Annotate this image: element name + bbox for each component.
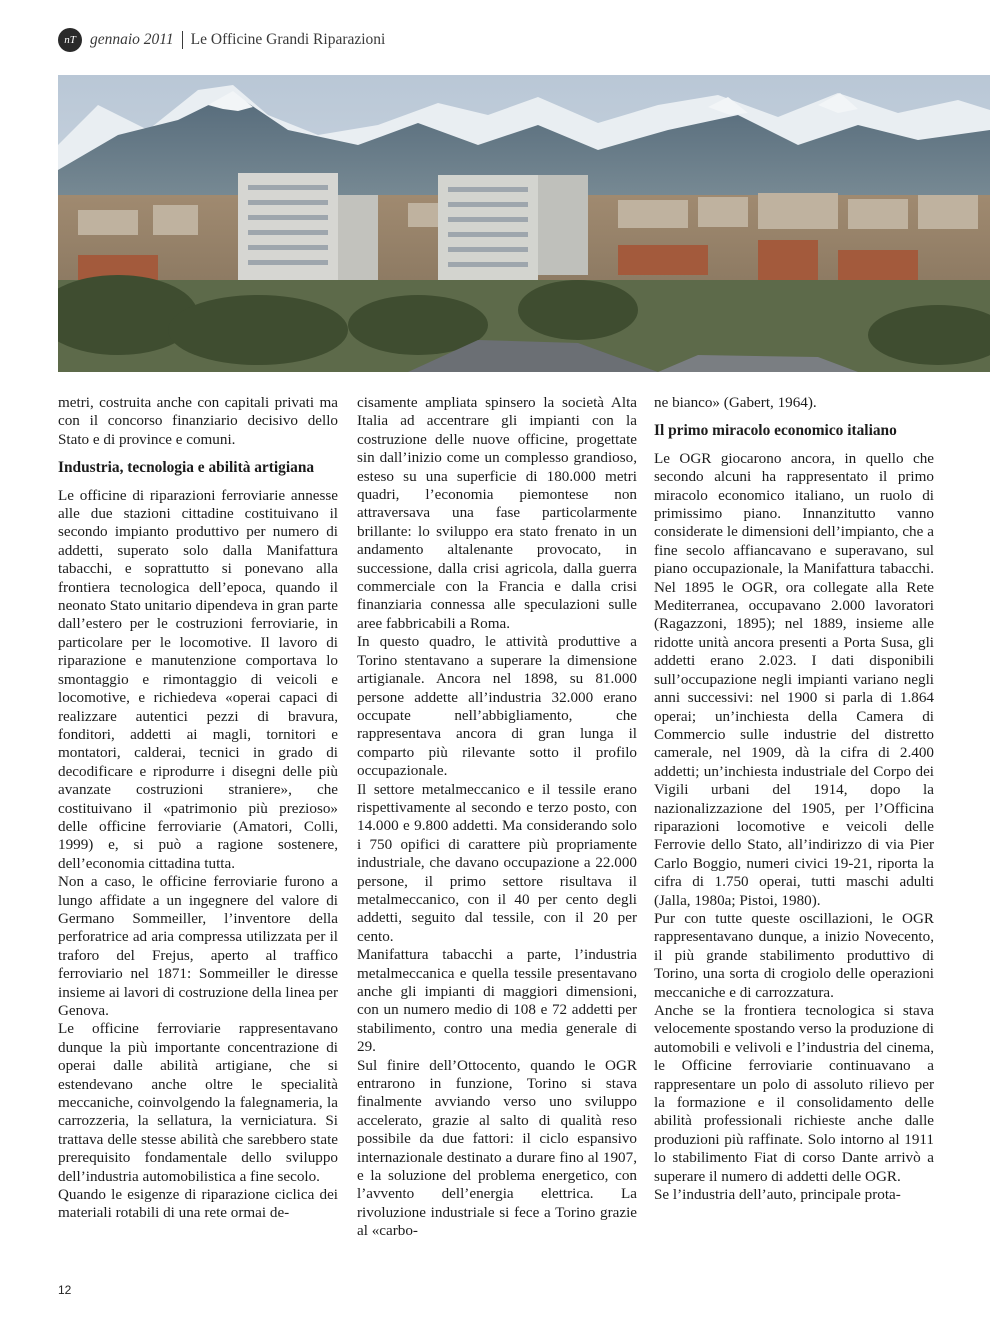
city-panorama-photo [58, 75, 990, 372]
section-heading: Il primo miracolo economico italiano [654, 422, 897, 440]
paragraph: Sul finire dell’Ottocento, quando le OGR entrarono in funzione, Torino si stava finalmente avviando verso uno sviluppo accelerato, grazie al salto di qualità reso possibile da due fattori: il ciclo espansivo internazionale destinato a durare fino al 1907, e la soluzione del problema energetico, con l’avvento dell’energia elettrica. La rivoluzione industriale si fece a Torino grazie al «carbo- [357, 1056, 637, 1240]
header-divider [182, 31, 183, 49]
paragraph: metri, costruita anche con capitali privati ma con il concorso finanziario decisivo dello Stato e di province e comuni. [58, 394, 338, 448]
running-header [58, 26, 385, 54]
paragraph: Anche se la frontiera tecnologica si stava velocemente spostando verso la produzione di automobili e velivoli e l’industria del cinema, le Officine ferroviarie continuavano a rappresentare un polo di assoluto rilievo per la formazione e il consolidamento delle abilità professionali richieste anche dalle produzioni più raffinate. Solo intorno al 1911 lo stabilimento Fiat di corso Dante arrivò a superare il numero di addetti delle OGR. [654, 1002, 934, 1185]
text-column-1 [58, 394, 338, 1223]
section-heading: Industria, tecnologia e abilità artigiana [58, 459, 315, 477]
paragraph: Se l’industria dell’auto, principale prota- [654, 1186, 901, 1204]
paragraph: Le officine di riparazioni ferroviarie annesse alle due stazioni cittadine costituivano il secondo impianto produttivo per numero di addetti, superato solo dalla Manifattura tabacchi, e soprattutto si ponevano alla frontiera tecnologica dell’epoca, quando il neonato Stato unitario dipendeva in gran parte dall’estero per le costruzioni ferroviarie, in particolare per le locomotive. Il lavoro di riparazione e manutenzione comportava lo smontaggio e rimontaggio di veicoli e locomotive, e richiedeva «operai capaci di realizzare autentici pezzi di bravura, fonditori, addetti ai magli, tornitori e montatori, calderai, tecnici in grado di decodificare e riprodurre i disegni delle più avanzate costruzioni straniere», che costituivano il «patrimonio più prezioso» delle officine ferroviarie (Amatori, Colli, 1999) e, si può a ragione sostenere, dell’economia cittadina tutta. [58, 486, 339, 872]
publication-title: Le Officine Grandi Riparazioni [190, 31, 386, 48]
paragraph: Pur con tutte queste oscillazioni, le OGR rappresentavano dunque, a inizio Novecento, il più grande stabilimento produttivo di Torino, una sorta di crogiolo delle operazioni meccaniche e di carrozzatura. [654, 909, 934, 1001]
text-column-3 [654, 394, 934, 1204]
paragraph: Il settore metalmeccanico e il tessile erano rispettivamente al secondo e terzo posto, con 14.000 e 9.800 addetti. Ma considerando solo i 750 opifici di carattere più propriamente industriale, che davano occupazione a 22.000 persone, il primo settore risultava il metalmeccanico, con il 40 per cento degli addetti, seguito dal tessile, con il 20 per cento. [357, 780, 637, 945]
paragraph: In questo quadro, le attività produttive a Torino stentavano a superare la dimensione artigianale. Ancora nel 1898, su 81.000 persone addette all’industria 32.000 erano occupate nell’abbigliamento, che rappresentava ancora di gran lunga il comparto più rilevante sotto il profilo occupazionale. [357, 633, 637, 780]
paragraph: cisamente ampliata spinsero la società Alta Italia ad accentrare gli impianti con la costruzione delle nuove officine, progettate sin dall’inizio come un complesso grandioso, esteso su una superficie di 180.000 metri quadri, l’economia piemontese non attraversava una fase particolarmente brillante: lo sviluppo era stato frenato in un andamento altalenante provocato, in successione, dalla crisi agricola, dalla guerra commerciale con la Francia e dalla crisi finanziaria connessa alle speculazioni sulle aree fabbricabili a Roma. [357, 394, 637, 632]
paragraph: ne bianco» (Gabert, 1964). [654, 394, 817, 411]
page-number: 12 [58, 1283, 72, 1297]
paragraph: Non a caso, le officine ferroviarie furono a lungo affidate a un ingegnere del valore di Germano Sommeiller, l’inventore della perforatrice ad aria compressa utilizzata per il traforo del Frejus, aperto al traffico ferroviario nel 1871: Sommeiller le diresse insieme ai lavori di costruzione della linea per Genova. [58, 873, 338, 1019]
magazine-logo-icon: nT [58, 28, 82, 52]
paragraph: Quando le esigenze di riparazione ciclica dei materiali rotabili di una rete ormai de- [58, 1186, 338, 1222]
paragraph: Le officine ferroviarie rappresentavano dunque la più importante concentrazione di operai dalle abilità artigiane, che si estendevano anche oltre le specialità meccaniche, coinvolgendo la falegnameria, la carrozzeria, la sellatura, la verniciatura. Si trattava delle stesse abilità che sarebbero state prerequisito fondamentale dello sviluppo dell’industria automobilistica a fine secolo. [58, 1020, 338, 1185]
paragraph: Le OGR giocarono ancora, in quello che secondo alcuni ha rappresentato il primo miracolo economico italiano, un ruolo di primissimo piano. Innanzitutto vanno considerate le dimensioni dell’impianto, che a fine secolo affiancavano e superavano, sul piano occupazionale, la Manifattura tabacchi. Nel 1895 le OGR, ora collegate alla Rete Mediterranea, occupavano 2.000 lavoratori (Ragazzoni, 1895); nel 1889, insieme alle ridotte unità ancora presenti a Porta Susa, gli addetti erano 2.023. I dati disponibili sull’occupazione negli impianti variano negli anni successivi: nel 1900 si parla di 1.864 operai; un’inchiesta della Camera di Commercio sulle industrie del distretto camerale, nel 1909, dà la cifra di 2.400 addetti; un’inchiesta industriale del Corpo dei Vigili urbani del 1914, dopo la nazionalizzazione del 1905, per l’Officina riparazioni locomotive e veicoli delle Ferrovie dello Stato, all’indirizzo di via Pier Carlo Boggio, numeri civici 19-21, riporta la cifra di 1.750 operai, tutti maschi adulti (Jalla, 1980a; Pistoi, 1980). [654, 449, 934, 909]
paragraph: Manifattura tabacchi a parte, l’industria metalmeccanica e quella tessile presentavano anche gli impianti di maggiori dimensioni, con un numero medio di 108 e 72 addetti per stabilimento, contro una media generale di 29. [357, 946, 637, 1056]
text-column-2 [357, 394, 637, 1241]
issue-date: gennaio 2011 [90, 31, 174, 48]
